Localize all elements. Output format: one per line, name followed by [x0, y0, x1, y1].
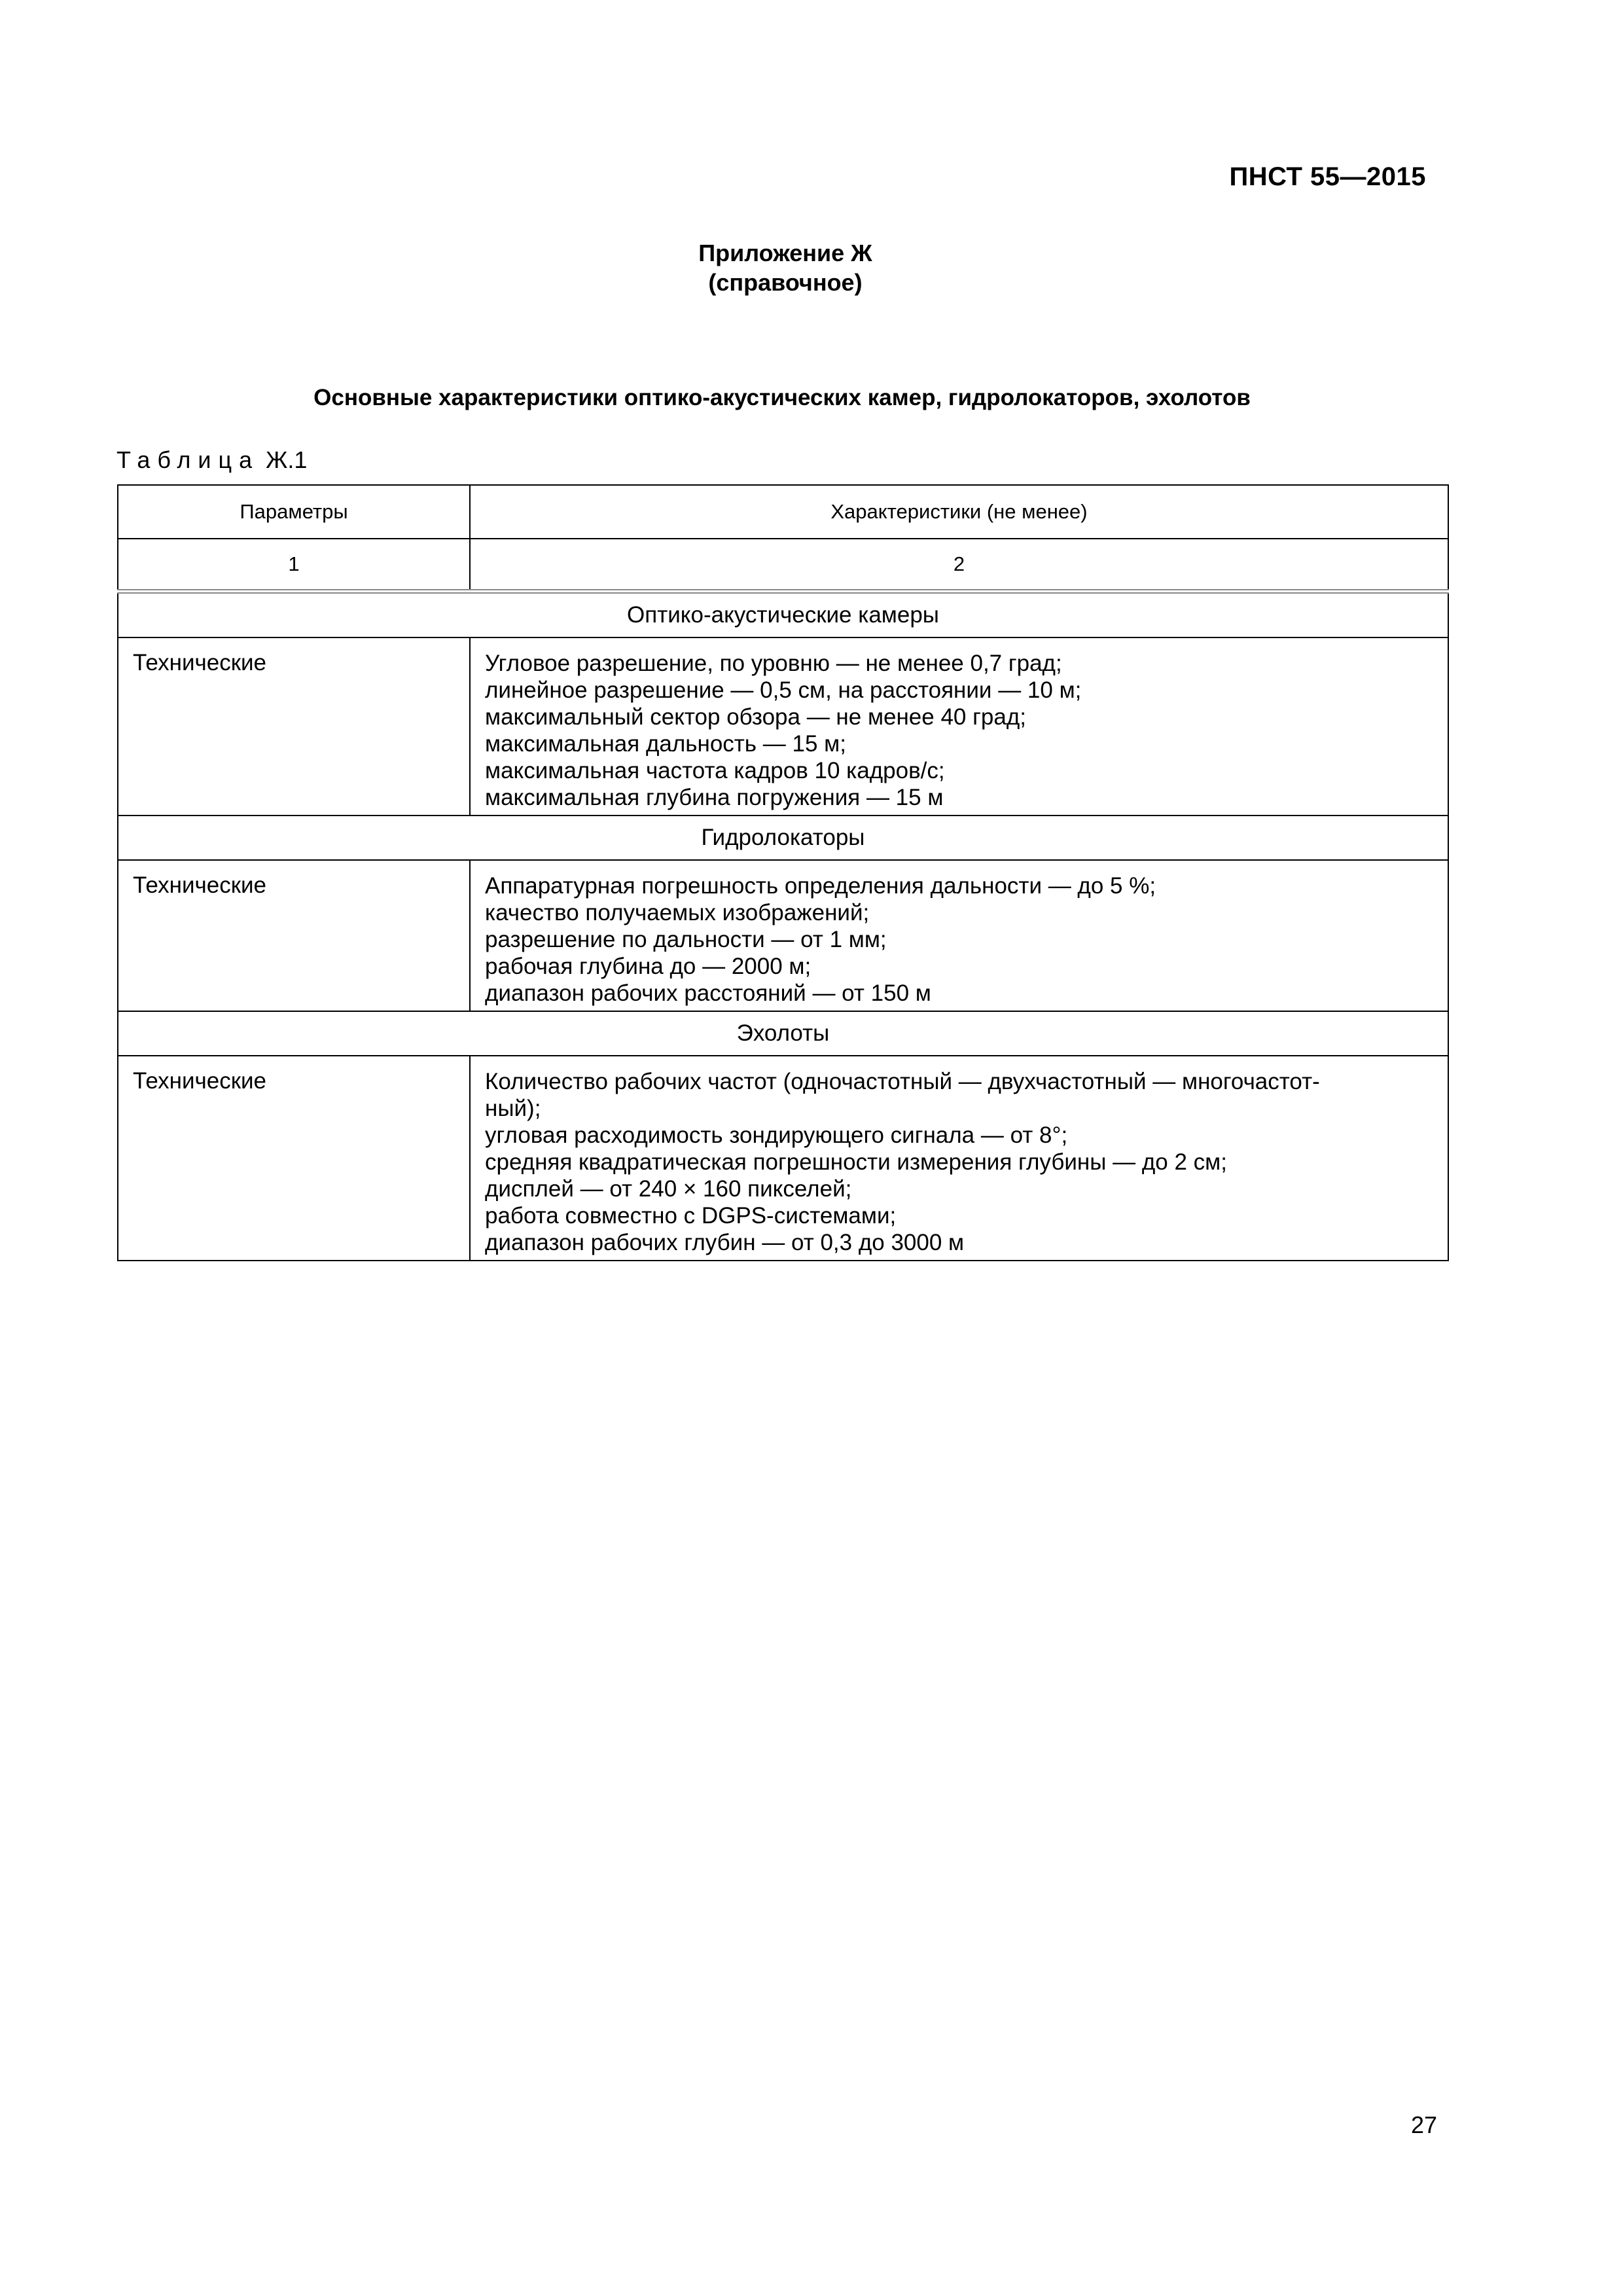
characteristic-line: угловая расходимость зондирующего сигнала — от 8°; — [485, 1122, 1068, 1148]
characteristics-cell — [470, 1056, 1448, 1261]
table-title: Основные характеристики оптико-акустических камер, гидролокаторов, эхолотов — [313, 385, 1251, 410]
appendix-heading — [0, 238, 1571, 297]
table-header-row — [118, 485, 1448, 539]
param-cell: Технические — [118, 1056, 470, 1261]
characteristic-line: максимальная глубина погружения — 15 м — [485, 785, 944, 810]
table-label — [116, 446, 307, 474]
section-title-sonar: Гидролокаторы — [118, 816, 1448, 860]
header-cell-params: Параметры — [118, 485, 470, 539]
section-title-echosounders: Эхолоты — [118, 1011, 1448, 1056]
characteristic-line: работа совместно с DGPS-системами; — [485, 1203, 897, 1229]
characteristic-line: средняя квадратическая погрешности измерения глубины — до 2 см; — [485, 1149, 1227, 1175]
column-number-row — [118, 539, 1448, 592]
appendix-title: Приложение Ж — [698, 240, 872, 266]
characteristic-line: разрешение по дальности — от 1 мм; — [485, 927, 887, 952]
characteristic-line: ный); — [485, 1096, 541, 1121]
characteristic-line: максимальный сектор обзора — не менее 40 град; — [485, 704, 1026, 730]
column-number-1: 1 — [118, 539, 470, 592]
characteristic-line: диапазон рабочих глубин — от 0,3 до 3000 м — [485, 1230, 965, 1255]
header-cell-characteristics: Характеристики (не менее) — [470, 485, 1448, 539]
table-row — [118, 860, 1448, 1011]
characteristic-line: рабочая глубина до — 2000 м; — [485, 954, 812, 979]
characteristic-line: Количество рабочих частот (одночастотный — двухчастотный — многочастот- — [485, 1069, 1320, 1094]
characteristic-line: Аппаратурная погрешность определения дальности — до 5 %; — [485, 873, 1156, 899]
document-code: ПНСТ 55—2015 — [1229, 162, 1426, 191]
table-label-prefix: Таблица — [116, 446, 260, 473]
characteristic-line: линейное разрешение — 0,5 см, на расстоянии — 10 м; — [485, 677, 1082, 703]
table-row — [118, 1056, 1448, 1261]
characteristic-line: дисплей — от 240 × 160 пикселей; — [485, 1176, 852, 1202]
characteristic-line: максимальная дальность — 15 м; — [485, 731, 846, 757]
characteristics-cell — [470, 860, 1448, 1011]
table-label-number: Ж.1 — [266, 446, 308, 473]
param-cell: Технические — [118, 637, 470, 816]
characteristics-cell — [470, 637, 1448, 816]
section-row — [118, 816, 1448, 860]
table-row — [118, 637, 1448, 816]
characteristic-line: Угловое разрешение, по уровню — не менее 0,7 град; — [485, 651, 1062, 676]
param-cell: Технические — [118, 860, 470, 1011]
characteristic-line: диапазон рабочих расстояний — от 150 м — [485, 980, 931, 1006]
characteristic-line: максимальная частота кадров 10 кадров/с; — [485, 758, 945, 783]
section-row — [118, 1011, 1448, 1056]
characteristics-table — [117, 484, 1449, 1261]
characteristic-line: качество получаемых изображений; — [485, 900, 870, 925]
section-title-optic-acoustic: Оптико-акустические камеры — [118, 592, 1448, 638]
column-number-2: 2 — [470, 539, 1448, 592]
section-row — [118, 592, 1448, 638]
page-number: 27 — [1411, 2111, 1438, 2138]
appendix-subtitle: (справочное) — [708, 269, 863, 296]
